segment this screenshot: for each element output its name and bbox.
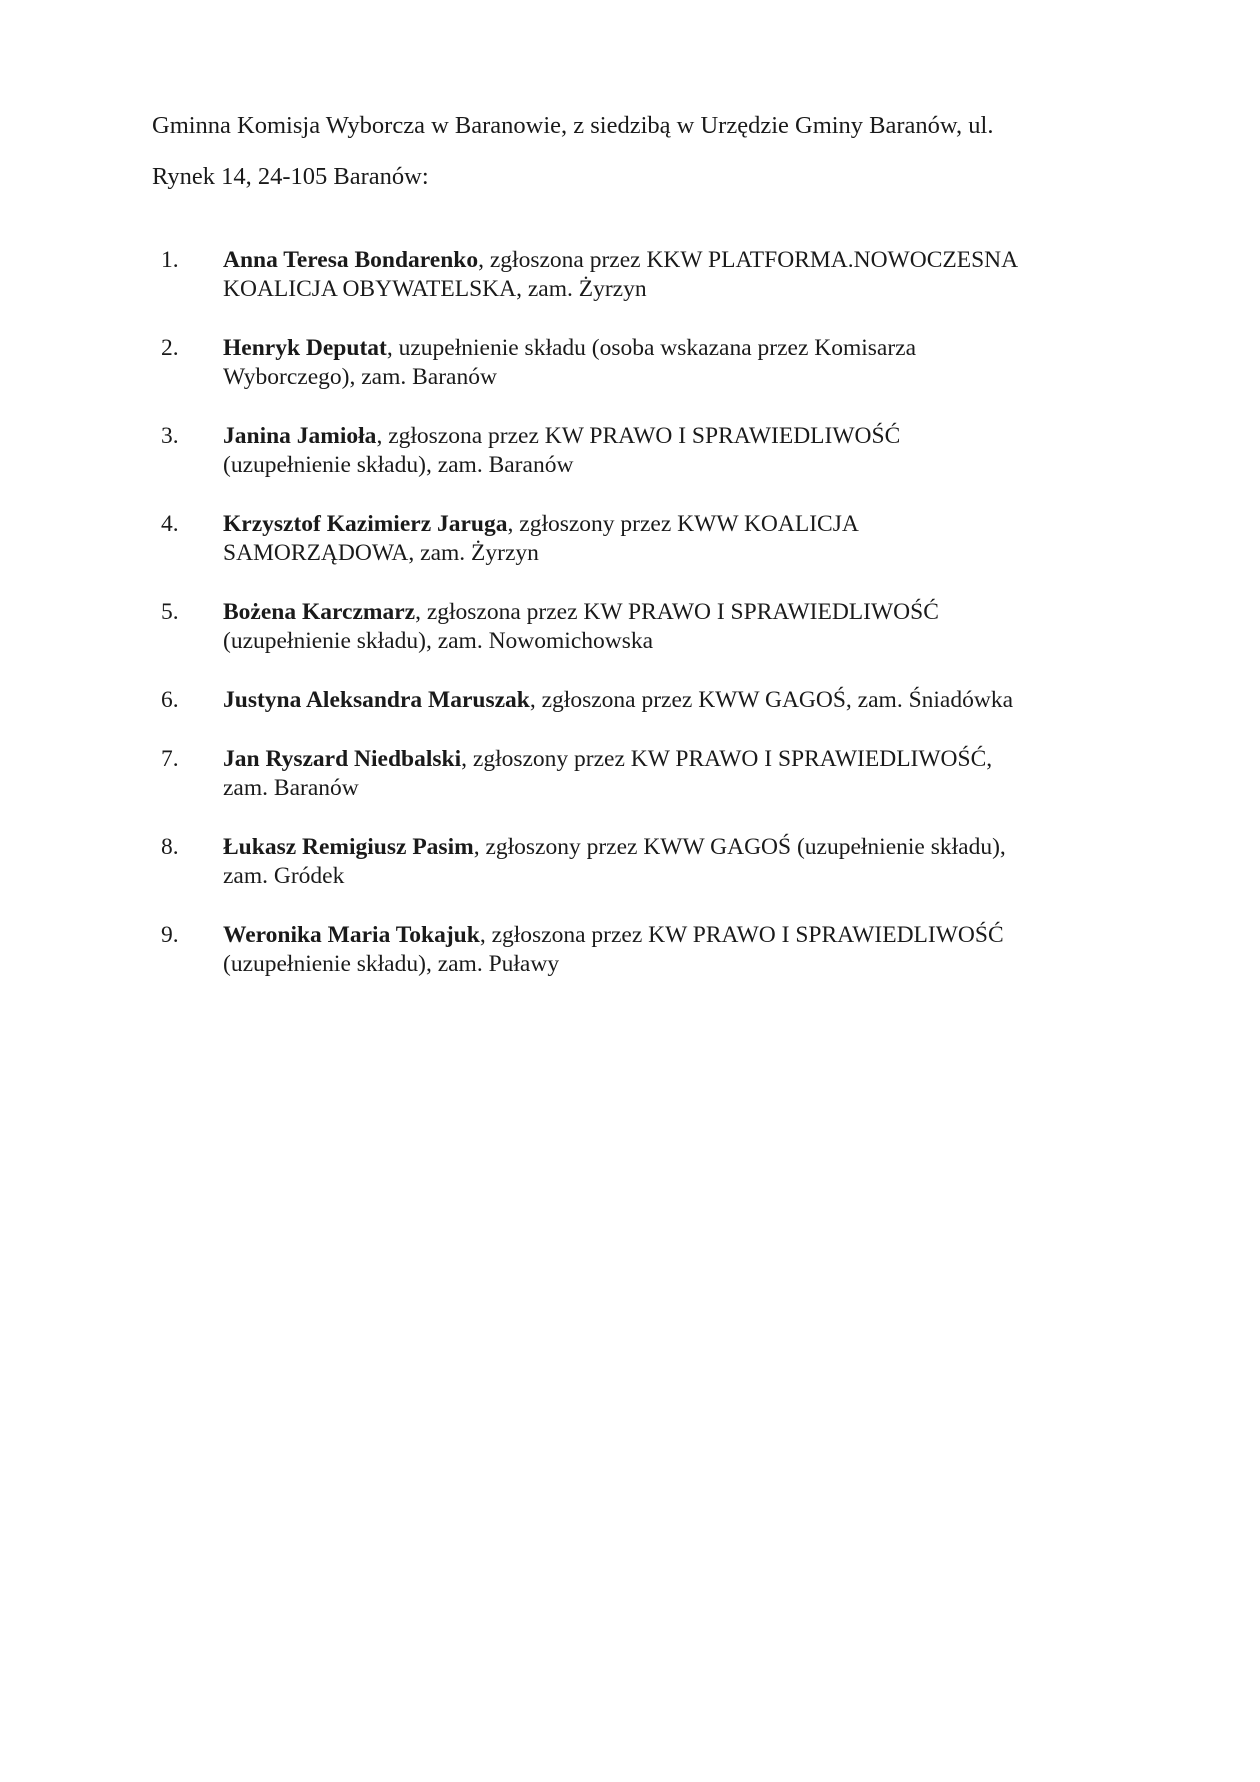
intro-line-2: Rynek 14, 24-105 Baranów: [152,163,429,190]
list-item [152,246,1112,304]
item-number: 9. [161,922,179,948]
list-item [152,921,1112,979]
member-details-line-2: SAMORZĄDOWA, zam. Żyrzyn [223,540,539,566]
list-item [152,686,1112,715]
list-item [152,833,1112,891]
member-name: Weronika Maria Tokajuk [223,922,480,948]
intro-line-1: Gminna Komisja Wyborcza w Baranowie, z siedzibą w Urzędzie Gminy Baranów, ul. [152,112,994,139]
list-item [152,745,1112,803]
member-details-line-2: zam. Baranów [223,775,359,801]
member-name: Justyna Aleksandra Maruszak [223,687,530,713]
member-name: Henryk Deputat [223,335,387,361]
item-number: 1. [161,247,179,273]
item-number: 5. [161,599,179,625]
member-details-line-2: (uzupełnienie składu), zam. Puławy [223,951,560,977]
member-name: Janina Jamioła [223,423,377,449]
item-number: 6. [161,687,179,713]
member-name: Łukasz Remigiusz Pasim [223,834,474,860]
member-details: , zgłoszona przez KW PRAWO I SPRAWIEDLIWOŚĆ [376,423,901,449]
member-details: , zgłoszony przez KWW KOALICJA [507,511,859,537]
member-details: , zgłoszony przez KWW GAGOŚ (uzupełnienie składu), [473,834,1006,860]
member-details-line-2: zam. Gródek [223,863,345,889]
member-details: , zgłoszona przez KW PRAWO I SPRAWIEDLIWOŚĆ [479,922,1004,948]
list-item [152,598,1112,656]
item-number: 4. [161,511,179,537]
member-name: Anna Teresa Bondarenko [223,247,479,273]
member-details: , zgłoszony przez KW PRAWO I SPRAWIEDLIWOŚĆ, [461,746,993,772]
item-number: 8. [161,834,179,860]
item-number: 2. [161,335,179,361]
list-item [152,510,1112,568]
member-details-line-2: Wyborczego), zam. Baranów [223,364,497,390]
member-details: , uzupełnienie składu (osoba wskazana przez Komisarza [386,335,917,361]
list-item [152,422,1112,480]
member-name: Jan Ryszard Niedbalski [223,746,462,772]
member-details: , zgłoszona przez KKW PLATFORMA.NOWOCZESNA [478,247,1019,273]
list-item [152,334,1112,392]
member-details: , zgłoszona przez KW PRAWO I SPRAWIEDLIWOŚĆ [415,599,939,625]
item-number: 3. [161,423,179,449]
intro-paragraph [152,100,1132,202]
member-list [152,246,1112,1009]
member-name: Bożena Karczmarz [223,599,416,625]
member-details-line-2: (uzupełnienie składu), zam. Baranów [223,452,574,478]
member-details-line-2: (uzupełnienie składu), zam. Nowomichowska [223,628,654,654]
member-details-line-2: KOALICJA OBYWATELSKA, zam. Żyrzyn [223,276,647,302]
member-details: , zgłoszona przez KWW GAGOŚ, zam. Śniadówka [529,687,1013,713]
member-name: Krzysztof Kazimierz Jaruga [223,511,508,537]
item-number: 7. [161,746,179,772]
